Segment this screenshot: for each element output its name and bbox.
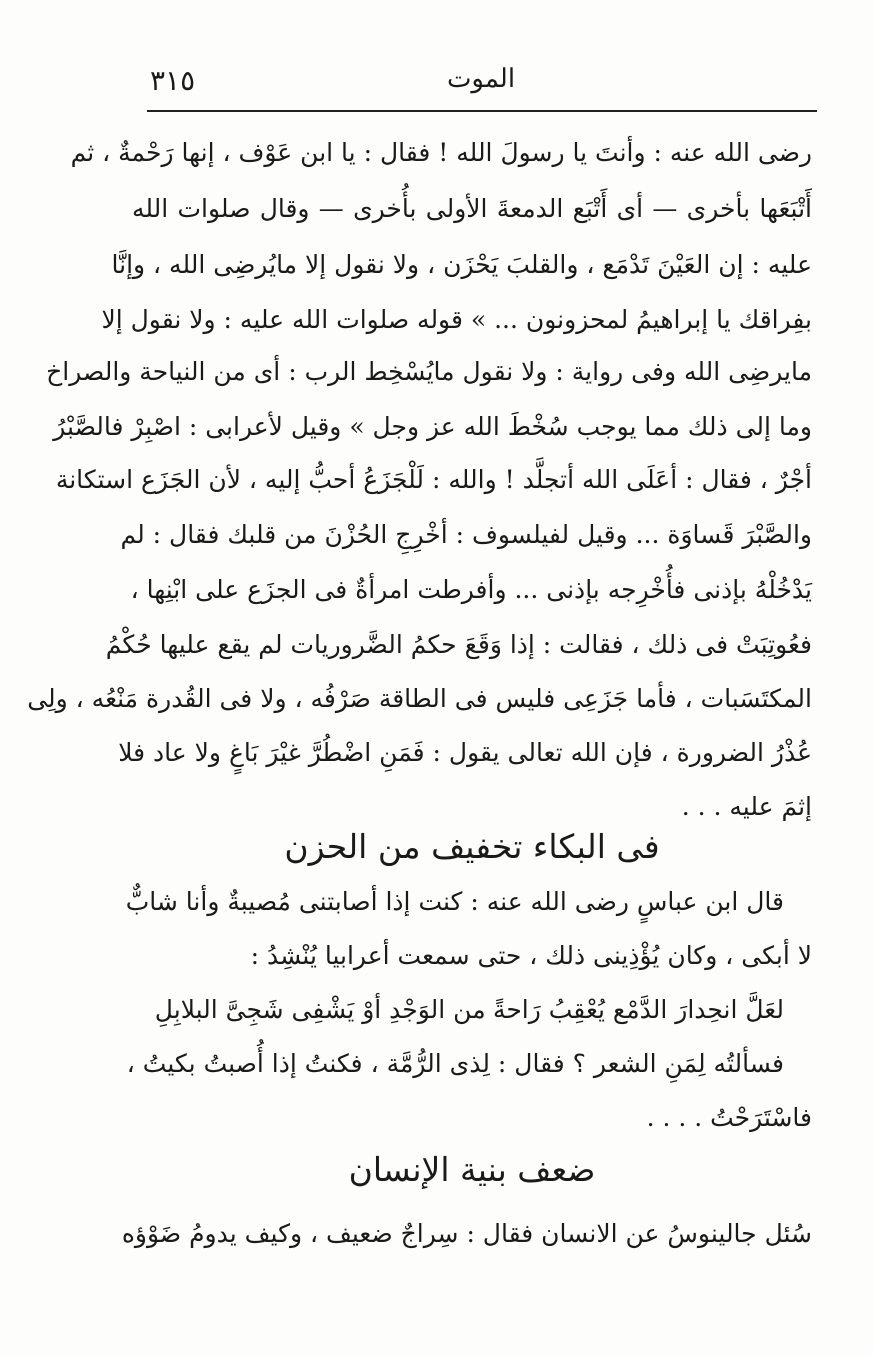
running-title: الموت	[446, 64, 516, 94]
body-line: عُذْرُ الضرورة ، فإن الله تعالى يقول : فَمَنِ اضْطُرَّ غيْرَ بَاغٍ ولا عاد فلا	[118, 738, 812, 767]
page-header	[145, 64, 817, 108]
body-line: عليه : إن العَيْنَ تَدْمَع ، والقلبَ يَحْزَن ، ولا نقول إلا مايُرضِى الله ، وإنَّا	[111, 250, 812, 279]
body-line: وما إلى ذلك مما يوجب سُخْطَ الله عز وجل » وقيل لأعرابى : اصْبِرْ فالصَّبْرُ	[53, 412, 812, 441]
body-line: فاسْتَرَحْتُ . . . .	[646, 1103, 812, 1132]
body-line: يَدْخُلْهُ بإذنى فأُخْرِجه بإذنى ... وأفرطت امرأةٌ فى الجزَع على ابْنِها ،	[130, 575, 812, 604]
body-line: لا أبكى ، وكان يُؤْذِينى ذلك ، حتى سمعت أعرابيا يُنْشِدُ :	[250, 941, 812, 970]
page-number: ٣١٥	[150, 64, 196, 97]
section-heading: فى البكاء تخفيف من الحزن	[284, 827, 660, 866]
body-line: رضى الله عنه : وأنتَ يا رسولَ الله ! فقال : يا ابن عَوْف ، إنها رَحْمةٌ ، ثم	[70, 138, 812, 167]
verse-second-hemistich: من الوَجْدِ أوْ يَشْفِى شَجِىَّ البلابِلِ	[154, 995, 486, 1024]
body-line: بفِراقك يا إبراهيمُ لمحزونون ... » قوله صلوات الله عليه : ولا نقول إلا	[101, 305, 812, 334]
body-line: قال ابن عباسٍ رضى الله عنه : كنت إذا أصابتنى مُصيبةٌ وأنا شابٌّ	[125, 887, 784, 916]
body-line: سُئل جالينوسُ عن الانسان فقال : سِراجٌ ضعيف ، وكيف يدومُ ضَوْؤه	[121, 1219, 812, 1248]
body-line: فعُوتِبَتْ فى ذلك ، فقالت : إذا وَقَعَ حكمُ الضَّروريات لم يقع عليها حُكْمُ	[105, 630, 812, 659]
section-heading: ضعف بنية الإنسان	[348, 1150, 596, 1189]
body-line: فسألتُه لِمَنِ الشعر ؟ فقال : لِذى الرُّمَّة ، فكنتُ إذا أُصبتُ بكيتُ ،	[126, 1049, 784, 1078]
body-line: أجْرٌ ، فقال : أعَلَى الله أتجلَّد ! والله : لَلْجَزَعُ أحبُّ إليه ، لأن الجَزَع استكانة	[55, 465, 812, 494]
body-line: المكتَسَبات ، فأما جَزَعِى فليس فى الطاقة صَرْفُه ، ولا فى القُدرة مَنْعُه ، ولِى	[27, 684, 812, 713]
verse-first-hemistich: لعَلَّ انحِدارَ الدَّمْع يُعْقِبُ رَاحةً	[492, 995, 784, 1024]
body-line: مايرضِى الله وفى رواية : ولا نقول مايُسْخِط الرب : أى من النياحة والصراخ	[46, 357, 812, 386]
body-line: إثمَ عليه . . .	[681, 792, 812, 821]
poem-verse	[132, 990, 812, 1034]
body-line: والصَّبْرَ قَساوَة ... وقيل لفيلسوف : أخْرِجِ الحُزْنَ من قلبك فقال : لم	[120, 520, 812, 549]
header-rule	[147, 110, 817, 112]
body-line: أَتْبَعَها بأخرى — أى أَتْبَع الدمعةَ الأولى بأُخرى — وقال صلوات الله	[132, 194, 812, 223]
